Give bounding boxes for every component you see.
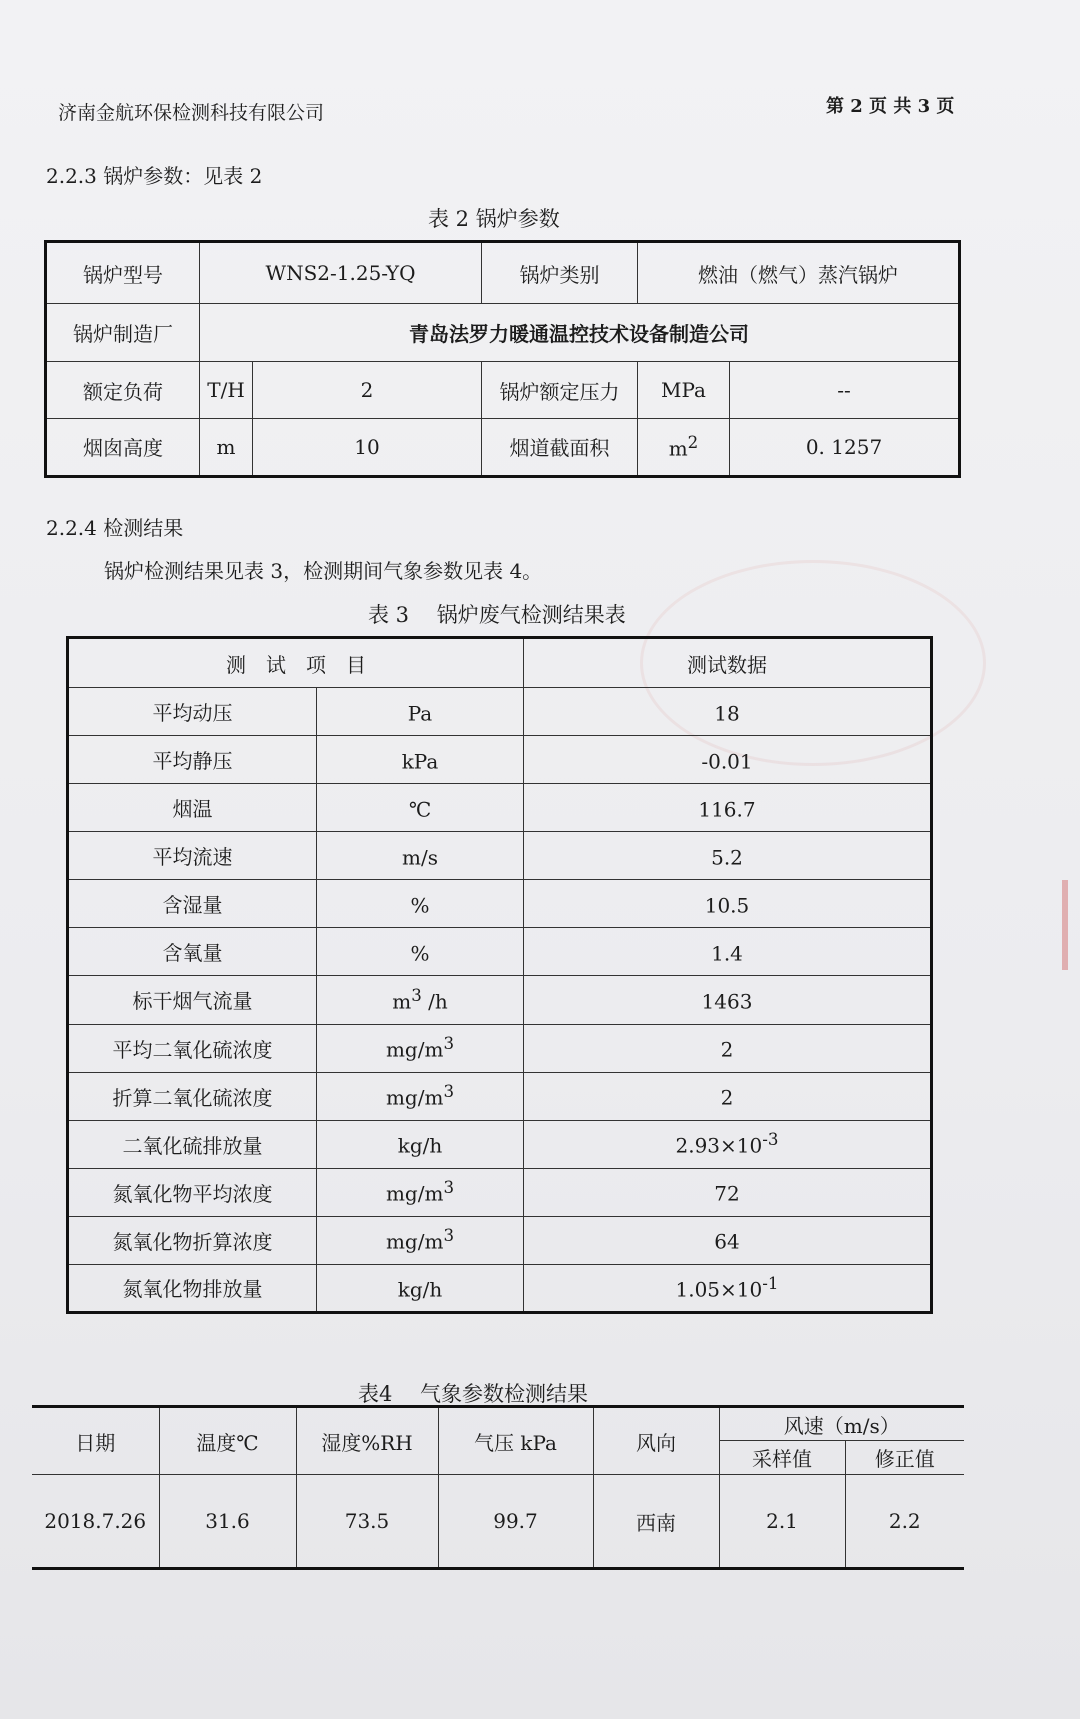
row-value bbox=[524, 784, 932, 832]
row-value-base: 116.7 bbox=[698, 797, 756, 822]
row-unit-base: Pa bbox=[407, 701, 433, 726]
intro-paragraph: 锅炉检测结果见表 3，检测期间气象参数见表 4。 bbox=[104, 559, 543, 583]
row-item: 氮氧化物折算浓度 bbox=[68, 1216, 317, 1264]
row-value-base: 2 bbox=[720, 1085, 734, 1110]
row-item: 含氧量 bbox=[68, 928, 317, 976]
row-unit bbox=[317, 1264, 524, 1312]
row-value bbox=[524, 1024, 932, 1072]
table-row bbox=[68, 928, 932, 976]
table-row bbox=[68, 1072, 932, 1120]
row-unit-base: mg/m bbox=[385, 1230, 444, 1255]
rated-load-label: 额定负荷 bbox=[46, 362, 200, 418]
row-value bbox=[524, 688, 932, 736]
table-row bbox=[68, 1120, 932, 1168]
row-unit-sup: 3 bbox=[411, 986, 422, 1006]
row-value-base: 5.2 bbox=[711, 845, 743, 870]
row-item: 烟温 bbox=[68, 784, 317, 832]
table-row bbox=[68, 1024, 932, 1072]
row-unit bbox=[317, 1072, 524, 1120]
boiler-type-label: 锅炉类别 bbox=[482, 242, 638, 304]
row-unit-sup: 3 bbox=[443, 1082, 455, 1102]
row-item: 平均二氧化硫浓度 bbox=[68, 1024, 317, 1072]
section-2-2-4-heading: 2.2.4 检测结果 bbox=[46, 516, 184, 540]
row-unit bbox=[317, 976, 524, 1024]
row-item: 氮氧化物平均浓度 bbox=[68, 1168, 317, 1216]
row-value-base: 64 bbox=[714, 1230, 740, 1255]
weather-humidity: 73.5 bbox=[296, 1475, 438, 1569]
h-corrected: 修正值 bbox=[845, 1441, 964, 1475]
row-value-sup: -1 bbox=[762, 1274, 779, 1294]
row-unit-base: kPa bbox=[401, 749, 439, 774]
col-header-item: 测 试 项 目 bbox=[68, 638, 524, 688]
h-pressure: 气压 kPa bbox=[438, 1407, 593, 1475]
row-unit-base: kg/h bbox=[397, 1277, 443, 1302]
table4-caption: 表4 气象参数检测结果 bbox=[358, 1382, 589, 1406]
row-unit bbox=[317, 736, 524, 784]
row-value bbox=[524, 1216, 932, 1264]
table2-caption: 表 2 锅炉参数 bbox=[428, 207, 560, 231]
chimney-height-value: 10 bbox=[253, 418, 482, 476]
weather-params-table bbox=[32, 1405, 964, 1570]
h-sample: 采样值 bbox=[719, 1441, 845, 1475]
row-value-base: 2 bbox=[720, 1037, 734, 1062]
row-unit-sup: 3 bbox=[443, 1178, 455, 1198]
boiler-params-table bbox=[44, 240, 961, 478]
table-row bbox=[68, 688, 932, 736]
row-item: 平均动压 bbox=[68, 688, 317, 736]
row-unit-base: ℃ bbox=[408, 797, 432, 822]
row-value bbox=[524, 1120, 932, 1168]
section-2-2-3-heading: 2.2.3 锅炉参数：见表 2 bbox=[46, 164, 263, 188]
row-value bbox=[524, 928, 932, 976]
row-item: 平均流速 bbox=[68, 832, 317, 880]
chimney-height-label: 烟囱高度 bbox=[46, 418, 200, 476]
table-row bbox=[68, 1168, 932, 1216]
table-row bbox=[68, 784, 932, 832]
table-row bbox=[68, 1264, 932, 1312]
row-value-base: 2.93×10 bbox=[675, 1133, 763, 1158]
h-date: 日期 bbox=[32, 1407, 159, 1475]
row-value-base: 18 bbox=[714, 701, 740, 726]
boiler-type-value: 燃油（燃气）蒸汽锅炉 bbox=[638, 242, 960, 304]
h-humidity: 湿度%RH bbox=[296, 1407, 438, 1475]
flue-area-value: 0. 1257 bbox=[730, 418, 960, 476]
row-value bbox=[524, 976, 932, 1024]
row-unit-tail: /h bbox=[421, 989, 448, 1014]
row-unit-base: m bbox=[392, 989, 412, 1014]
red-edge-mark bbox=[1062, 880, 1068, 970]
exhaust-results-table bbox=[66, 636, 933, 1314]
row-unit bbox=[317, 1024, 524, 1072]
manufacturer-value: 青岛法罗力暖通温控技术设备制造公司 bbox=[200, 304, 960, 362]
table3-caption: 表 3 锅炉废气检测结果表 bbox=[368, 603, 626, 627]
row-value bbox=[524, 880, 932, 928]
table-row bbox=[68, 880, 932, 928]
rated-load-value: 2 bbox=[253, 362, 482, 418]
h-temp: 温度℃ bbox=[159, 1407, 296, 1475]
table3-header-row bbox=[68, 638, 932, 688]
row-unit bbox=[317, 1120, 524, 1168]
row-unit-base: % bbox=[410, 941, 430, 966]
flue-area-unit-sup: 2 bbox=[687, 433, 699, 453]
row-value-base: 72 bbox=[714, 1182, 740, 1207]
col-header-data: 测试数据 bbox=[524, 638, 932, 688]
chimney-height-unit: m bbox=[200, 418, 253, 476]
row-unit bbox=[317, 1168, 524, 1216]
row-value-base: 10.5 bbox=[704, 893, 750, 918]
row-unit bbox=[317, 832, 524, 880]
row-item: 氮氧化物排放量 bbox=[68, 1264, 317, 1312]
row-unit bbox=[317, 880, 524, 928]
row-unit-base: % bbox=[410, 893, 430, 918]
row-unit-base: kg/h bbox=[397, 1133, 443, 1158]
row-unit-base: m/s bbox=[402, 845, 438, 870]
row-value-base: 1.4 bbox=[711, 941, 743, 966]
row-value bbox=[524, 1264, 932, 1312]
h-wind-dir: 风向 bbox=[593, 1407, 719, 1475]
table-row bbox=[68, 736, 932, 784]
row-unit bbox=[317, 784, 524, 832]
row-item: 平均静压 bbox=[68, 736, 317, 784]
row-unit-sup: 3 bbox=[443, 1034, 455, 1054]
row-item: 含湿量 bbox=[68, 880, 317, 928]
row-item: 标干烟气流量 bbox=[68, 976, 317, 1024]
row-unit bbox=[317, 688, 524, 736]
h-wind-speed: 风速（m/s） bbox=[719, 1407, 964, 1441]
row-unit-base: mg/m bbox=[385, 1037, 444, 1062]
flue-area-unit bbox=[638, 418, 730, 476]
rated-pressure-label: 锅炉额定压力 bbox=[482, 362, 638, 418]
weather-pressure: 99.7 bbox=[438, 1475, 593, 1569]
row-unit-base: mg/m bbox=[385, 1085, 444, 1110]
company-name: 济南金航环保检测科技有限公司 bbox=[58, 102, 325, 124]
manufacturer-label: 锅炉制造厂 bbox=[46, 304, 200, 362]
weather-wind-dir: 西南 bbox=[593, 1475, 719, 1569]
row-value-sup: -3 bbox=[762, 1130, 779, 1150]
row-unit-base: mg/m bbox=[385, 1182, 444, 1207]
row-value-base: 1463 bbox=[701, 989, 753, 1014]
page-number: 第 2 页 共 3 页 bbox=[826, 96, 955, 117]
row-unit bbox=[317, 928, 524, 976]
weather-sample: 2.1 bbox=[719, 1475, 845, 1569]
boiler-model-value: WNS2-1.25-YQ bbox=[200, 242, 482, 304]
table-row bbox=[68, 1216, 932, 1264]
table-row bbox=[68, 976, 932, 1024]
flue-area-label: 烟道截面积 bbox=[482, 418, 638, 476]
row-value bbox=[524, 1168, 932, 1216]
weather-date: 2018.7.26 bbox=[32, 1475, 159, 1569]
row-value-base: 1.05×10 bbox=[675, 1277, 763, 1302]
row-unit-sup: 3 bbox=[443, 1226, 455, 1246]
weather-temp: 31.6 bbox=[159, 1475, 296, 1569]
row-value-base: -0.01 bbox=[701, 749, 753, 774]
weather-corrected: 2.2 bbox=[845, 1475, 964, 1569]
weather-data-row bbox=[32, 1475, 964, 1569]
exhaust-results-body bbox=[68, 638, 932, 1313]
row-value bbox=[524, 736, 932, 784]
rated-pressure-value: -- bbox=[730, 362, 960, 418]
row-item: 折算二氧化硫浓度 bbox=[68, 1072, 317, 1120]
row-value bbox=[524, 1072, 932, 1120]
rated-pressure-unit: MPa bbox=[638, 362, 730, 418]
table-row bbox=[68, 832, 932, 880]
row-item: 二氧化硫排放量 bbox=[68, 1120, 317, 1168]
flue-area-unit-base: m bbox=[668, 436, 688, 461]
row-value bbox=[524, 832, 932, 880]
row-unit bbox=[317, 1216, 524, 1264]
rated-load-unit: T/H bbox=[200, 362, 253, 418]
boiler-model-label: 锅炉型号 bbox=[46, 242, 200, 304]
